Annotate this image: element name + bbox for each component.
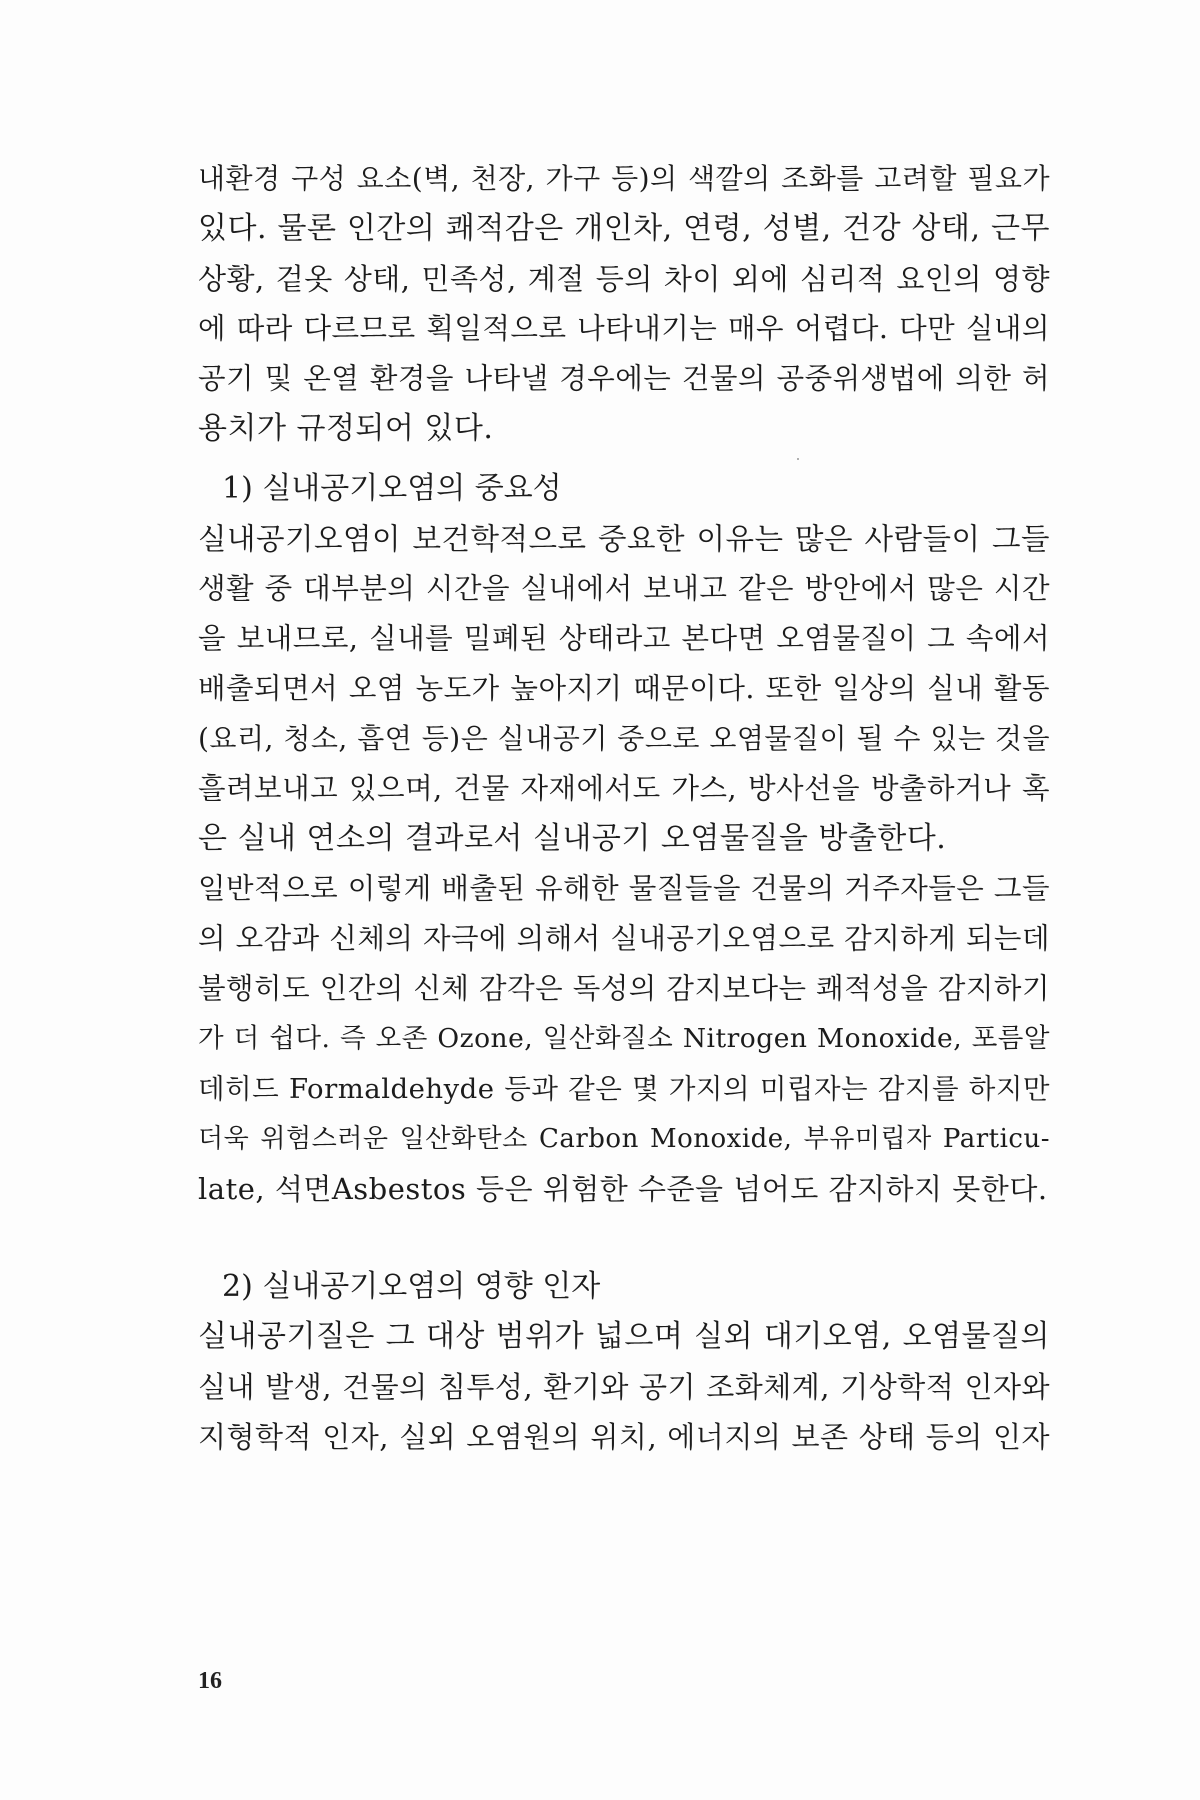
text-line: 은 실내 연소의 결과로서 실내공기 오염물질을 방출한다. [198,821,947,856]
text-line: 일반적으로 이렇게 배출된 유해한 물질들을 건물의 거주자들은 그들 [198,872,1050,905]
section-1-heading: 1) 실내공기오염의 중요성 [222,471,562,506]
text-line: 상황, 겉옷 상태, 민족성, 계절 등의 차이 외에 심리적 요인의 영향 [198,262,1050,296]
text-line: 데히드 Formaldehyde 등과 같은 몇 가지의 미립자는 감지를 하지만 [198,1073,1050,1105]
section-2-heading: 2) 실내공기오염의 영향 인자 [222,1269,601,1304]
text-line: 지형학적 인자, 실외 오염원의 위치, 에너지의 보존 상태 등의 인자 [198,1420,1050,1454]
text-line: 있다. 물론 인간의 쾌적감은 개인차, 연령, 성별, 건강 상태, 근무 [198,211,1050,246]
text-line: 용치가 규정되어 있다. [198,411,494,446]
text-line: 생활 중 대부분의 시간을 실내에서 보내고 같은 방안에서 많은 시간 [198,572,1050,605]
text-line: 실내공기오염이 보건학적으로 중요한 이유는 많은 사람들이 그들 [198,522,1050,556]
text-line: 가 더 쉽다. 즉 오존 Ozone, 일산화질소 Nitrogen Monoxide, 포름알 [198,1023,1050,1054]
text-line: (요리, 청소, 흡연 등)은 실내공기 중으로 오염물질이 될 수 있는 것을 [198,722,1050,755]
text-line: 공기 및 온열 환경을 나타낼 경우에는 건물의 공중위생법에 의한 허 [198,362,1050,395]
text-line: 의 오감과 신체의 자극에 의해서 실내공기오염으로 감지하게 되는데 [198,922,1050,955]
text-line: 을 보내므로, 실내를 밀폐된 상태라고 본다면 오염물질이 그 속에서 [198,622,1050,655]
section-2-paragraph-1 [198,1312,1050,1462]
text-line: late, 석면Asbestos 등은 위험한 수준을 넘어도 감지하지 못한다. [198,1172,1048,1206]
text-line: 흘려보내고 있으며, 건물 자재에서도 가스, 방사선을 방출하거나 혹 [198,772,1050,805]
section-1-paragraph-2 [198,864,1050,1214]
text-line: 실내 발생, 건물의 침투성, 환기와 공기 조화체계, 기상학적 인자와 [198,1370,1050,1404]
section-1-paragraph-1 [198,514,1050,864]
text-line: 내환경 구성 요소(벽, 천장, 가구 등)의 색깔의 조화를 고려할 필요가 [198,162,1050,195]
text-line: 실내공기질은 그 대상 범위가 넓으며 실외 대기오염, 오염물질의 [198,1319,1050,1354]
intro-paragraph [198,154,1050,454]
text-line: 에 따라 다르므로 획일적으로 나타내기는 매우 어렵다. 다만 실내의 [198,312,1050,345]
scan-speck [797,458,799,460]
text-line: 더욱 위험스러운 일산화탄소 Carbon Monoxide, 부유미립자 Particu- [198,1124,1050,1154]
text-line: 불행히도 인간의 신체 감각은 독성의 감지보다는 쾌적성을 감지하기 [198,972,1050,1005]
page-number: 16 [198,1668,222,1694]
text-line: 배출되면서 오염 농도가 높아지기 때문이다. 또한 일상의 실내 활동 [198,672,1050,705]
